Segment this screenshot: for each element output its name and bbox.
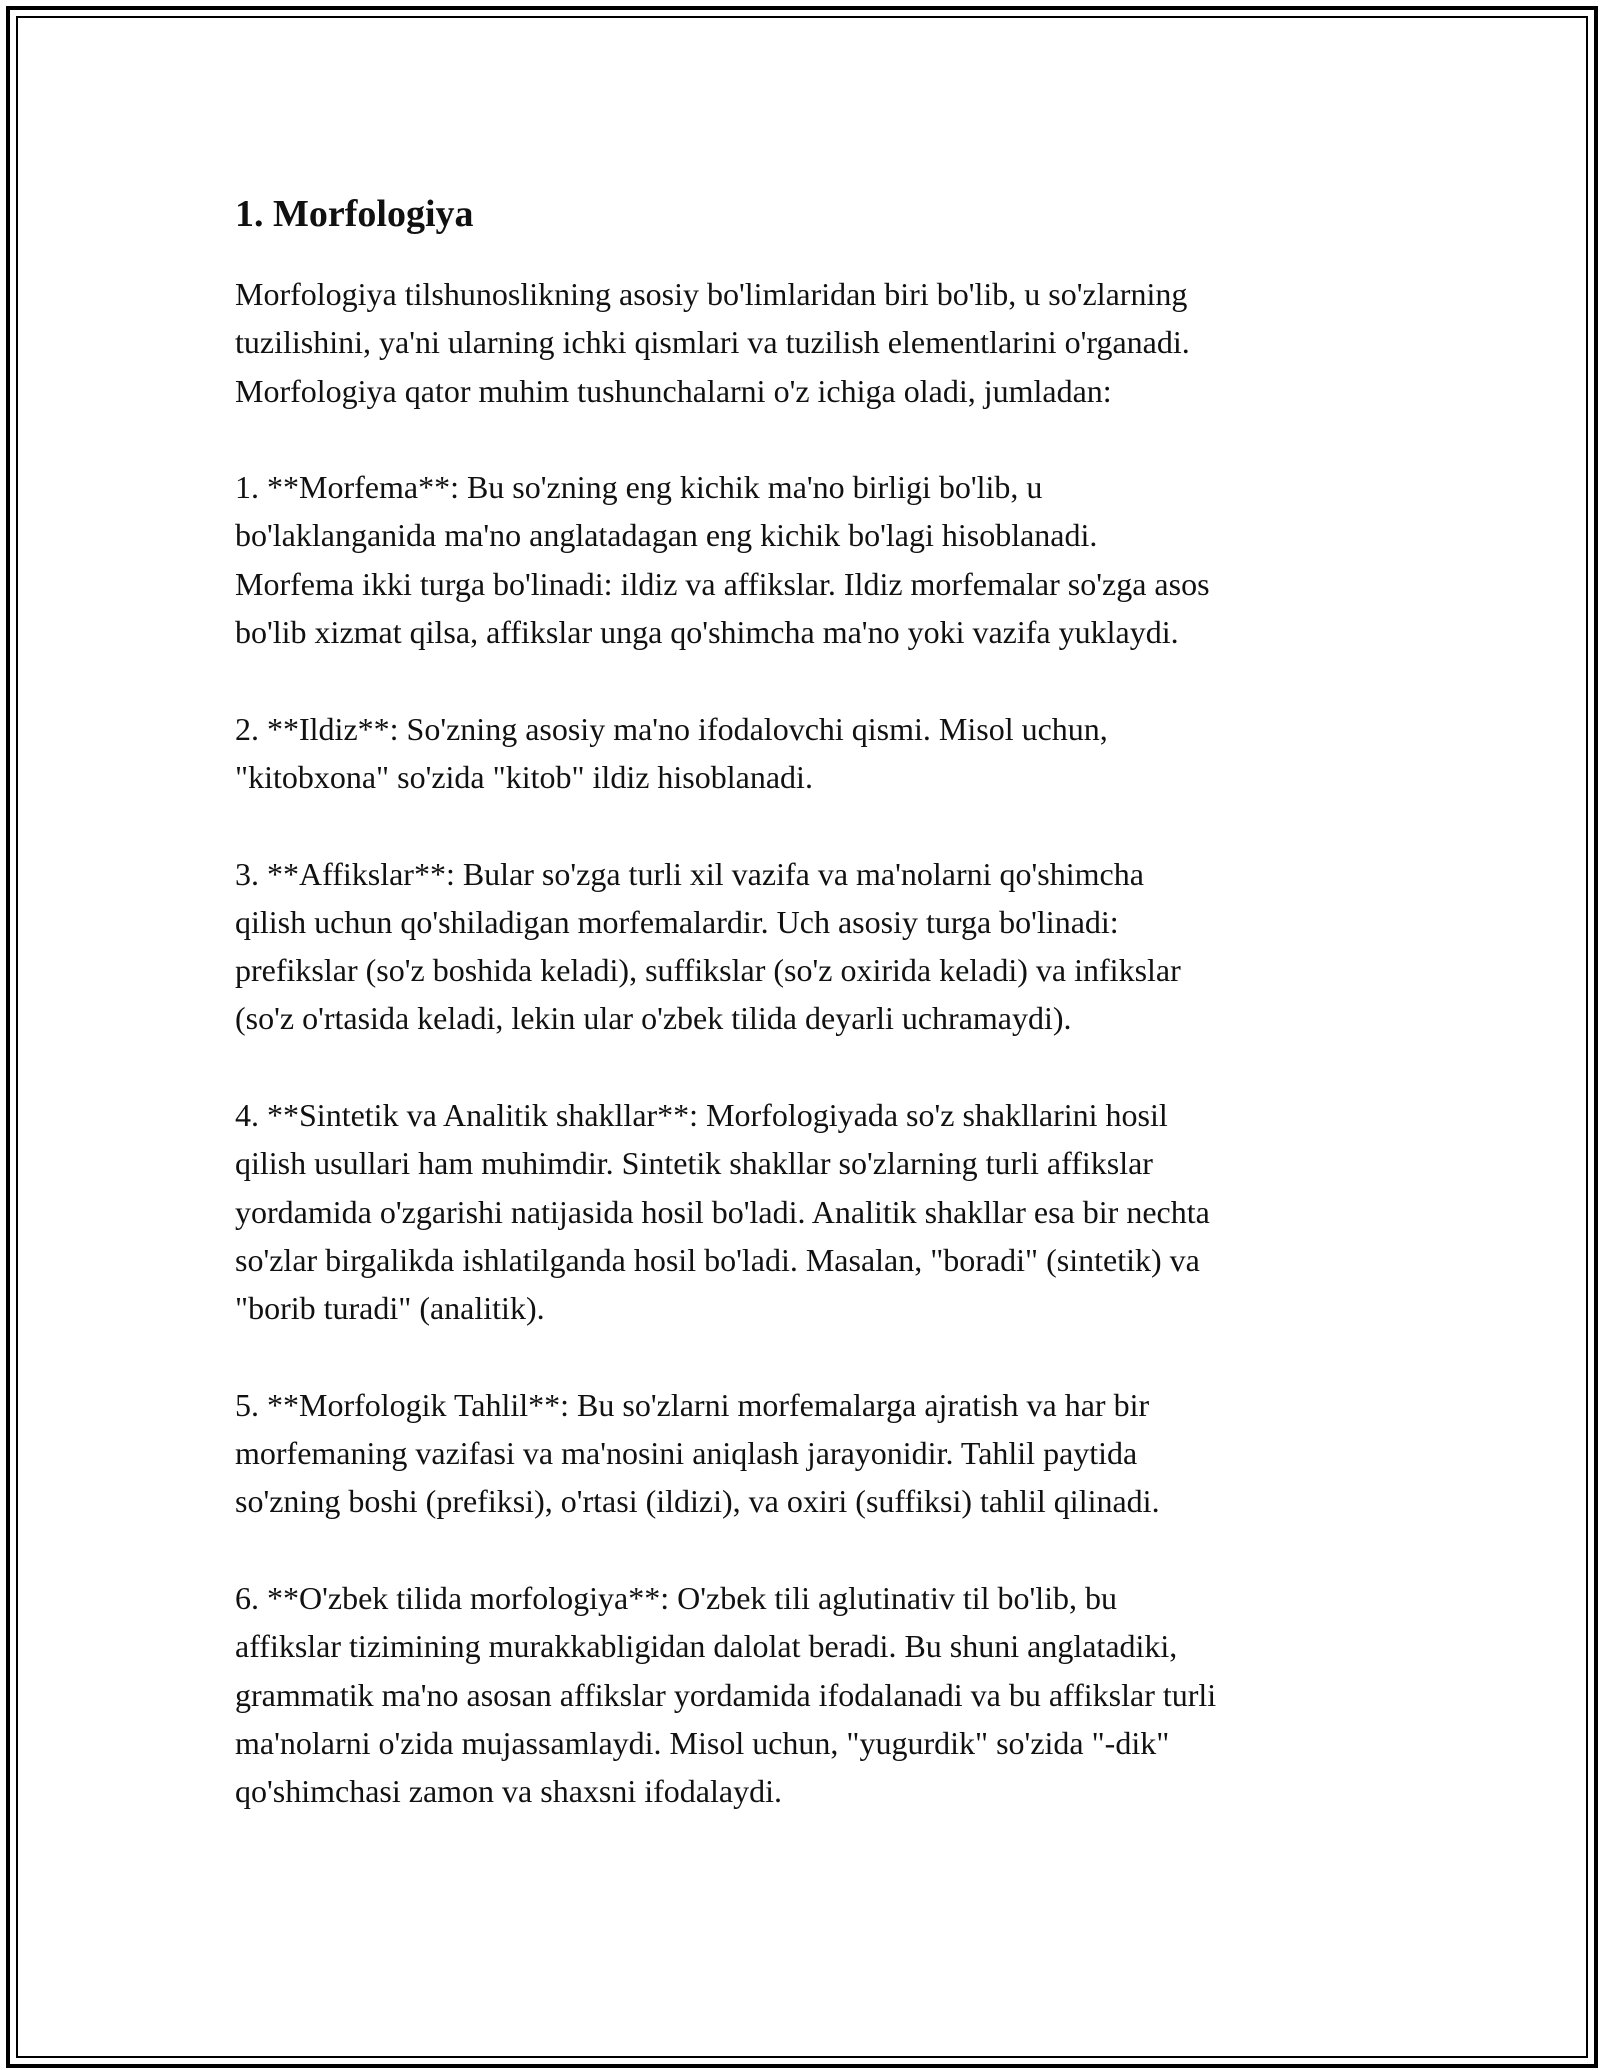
item-ozbek-paragraph [235, 1574, 1385, 1815]
text-line: Morfologiya tilshunoslikning asosiy bo'limlaridan biri bo'lib, u so'zlarning [235, 276, 1188, 312]
text-line: (so'z o'rtasida keladi, lekin ular o'zbek tilida deyarli uchramaydi). [235, 1000, 1072, 1037]
text-line: so'zning boshi (prefiksi), o'rtasi (ildizi), va oxiri (suffiksi) tahlil qilinadi. [235, 1483, 1160, 1520]
item-morfema-paragraph [235, 463, 1385, 656]
text-line: qilish uchun qo'shiladigan morfemalardir. Uch asosiy turga bo'linadi: [235, 903, 1119, 940]
text-line: yordamida o'zgarishi natijasida hosil bo'ladi. Analitik shakllar esa bir nechta [235, 1193, 1210, 1230]
document-body [235, 188, 1385, 1864]
text-line: bo'laklanganida ma'no anglatadagan eng kichik bo'lagi hisoblanadi. [235, 517, 1098, 554]
text-line: Morfologiya qator muhim tushunchalarni o'z ichiga oladi, jumladan: [235, 372, 1112, 409]
item-ildiz-paragraph [235, 705, 1385, 802]
text-line: 1. **Morfema**: Bu so'zning eng kichik ma'no birligi bo'lib, u [235, 469, 1043, 506]
text-line: 6. **O'zbek tilida morfologiya**: O'zbek tili aglutinativ til bo'lib, bu [235, 1580, 1118, 1617]
section-heading: 1. Morfologiya [235, 193, 474, 235]
text-line: bo'lib xizmat qilsa, affikslar unga qo'shimcha ma'no yoki vazifa yuklaydi. [235, 614, 1179, 651]
text-line: tuzilishini, ya'ni ularning ichki qismlari va tuzilish elementlarini o'rganadi. [235, 324, 1190, 361]
text-line: qilish usullari ham muhimdir. Sintetik shakllar so'zlarning turli affikslar [235, 1145, 1153, 1182]
text-line: 4. **Sintetik va Analitik shakllar**: Morfologiyada so'z shakllarini hosil [235, 1097, 1168, 1134]
text-line: 5. **Morfologik Tahlil**: Bu so'zlarni morfemalarga ajratish va har bir [235, 1386, 1150, 1423]
item-affikslar-paragraph [235, 850, 1385, 1043]
text-line: affikslar tizimining murakkabligidan dalolat beradi. Bu shuni anglatadiki, [235, 1628, 1178, 1665]
text-line: prefikslar (so'z boshida keladi), suffikslar (so'z oxirida keladi) va infikslar [235, 952, 1181, 989]
text-line: so'zlar birgalikda ishlatilganda hosil bo'ladi. Masalan, "boradi" (sintetik) va [235, 1241, 1200, 1278]
text-line: 2. **Ildiz**: So'zning asosiy ma'no ifodalovchi qismi. Misol uchun, [235, 710, 1108, 747]
text-line: "borib turadi" (analitik). [235, 1290, 545, 1327]
item-tahlil-paragraph [235, 1381, 1385, 1526]
intro-paragraph [235, 270, 1385, 415]
text-line: grammatik ma'no asosan affikslar yordamida ifodalanadi va bu affikslar turli [235, 1676, 1217, 1713]
text-line: ma'nolarni o'zida mujassamlaydi. Misol uchun, "yugurdik" so'zida "-dik" [235, 1724, 1170, 1761]
text-line: 3. **Affikslar**: Bular so'zga turli xil vazifa va ma'nolarni qo'shimcha [235, 855, 1144, 892]
text-line: morfemaning vazifasi va ma'nosini aniqlash jarayonidir. Tahlil paytida [235, 1435, 1138, 1472]
item-shakllar-paragraph [235, 1091, 1385, 1332]
text-line: "kitobxona" so'zida "kitob" ildiz hisoblanadi. [235, 758, 813, 795]
text-line: qo'shimchasi zamon va shaxsni ifodalaydi. [235, 1773, 782, 1810]
text-line: Morfema ikki turga bo'linadi: ildiz va affikslar. Ildiz morfemalar so'zga asos [235, 565, 1210, 602]
